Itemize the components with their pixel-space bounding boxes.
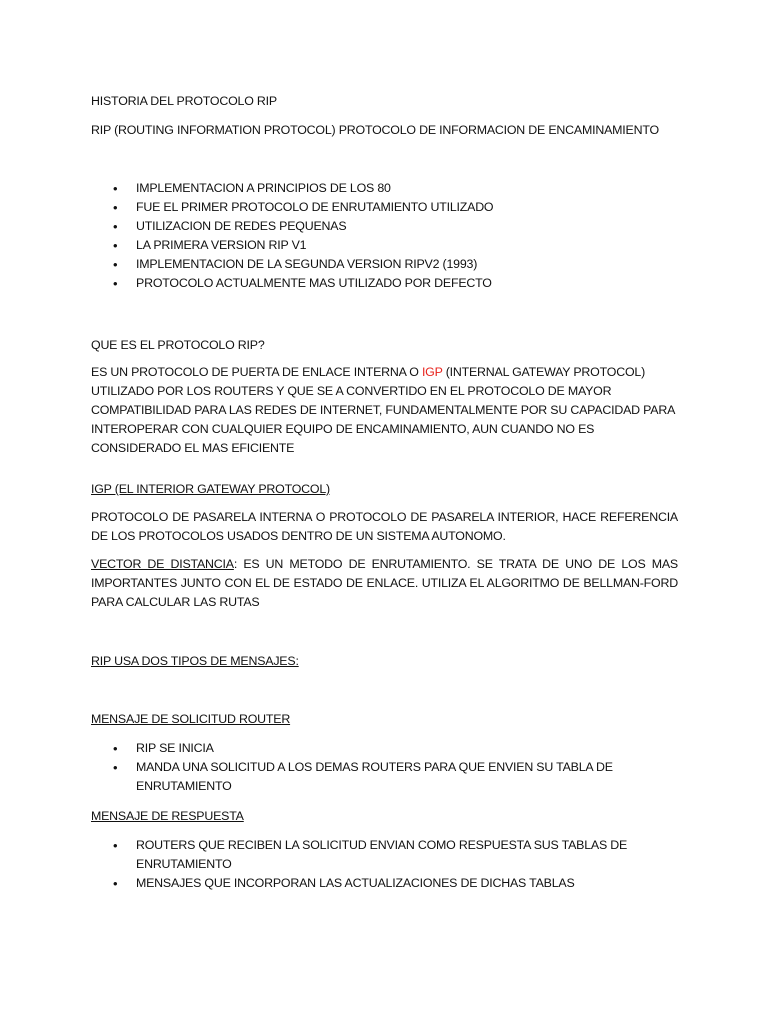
list-item: • UTILIZACION DE REDES PEQUENAS xyxy=(91,217,678,236)
list-item: • IMPLEMENTACION A PRINCIPIOS DE LOS 80 xyxy=(91,179,678,198)
document-title: HISTORIA DEL PROTOCOLO RIP xyxy=(91,94,277,108)
igp-paragraph: PROTOCOLO DE PASARELA INTERNA O PROTOCOLO DE PASARELA INTERIOR, HACE REFERENCIA DE LOS PROTOCOLOS USADOS DENTRO DE UN SISTEMA AUTONOMO. xyxy=(91,510,678,543)
what-is-heading: QUE ES EL PROTOCOLO RIP? xyxy=(91,338,265,352)
igp-highlight: IGP xyxy=(421,365,443,379)
list-item: • RIP SE INICIA xyxy=(91,739,678,758)
vector-colon: : xyxy=(233,557,238,571)
vector-text: ES UN METODO DE ENRUTAMIENTO. SE TRATA DE UNO DE LOS MAS IMPORTANTES JUNTO CON EL DE ESTADO DE ENLACE. UTILIZA EL ALGORITMO DE BELLMAN-FORD PARA CALCULAR LAS RUTAS xyxy=(91,557,678,609)
response-heading: MENSAJE DE RESPUESTA xyxy=(91,809,244,823)
list-item: • MANDA UNA SOLICITUD A LOS DEMAS ROUTERS PARA QUE ENVIEN SU TABLA DE ENRUTAMIENTO xyxy=(91,758,678,796)
what-is-paragraph xyxy=(91,363,678,458)
vector-term: VECTOR DE DISTANCIA xyxy=(91,557,234,571)
list-item: • IMPLEMENTACION DE LA SEGUNDA VERSION RIPV2 (1993) xyxy=(91,255,678,274)
what-is-text-after: (INTERNAL GATEWAY PROTOCOL) UTILIZADO POR LOS ROUTERS Y QUE SE A CONVERTIDO EN EL PROTOCOLO DE MAYOR COMPATIBILIDAD PARA LAS REDES DE INTERNET, FUNDAMENTALMENTE POR SU CAPACIDAD PARA INTEROPERAR CON CUALQUIER EQUIPO DE ENCAMINAMIENTO, AUN CUANDO NO ES CONSIDERADO EL MAS EFICIENTE xyxy=(91,365,675,455)
document-subtitle: RIP (ROUTING INFORMATION PROTOCOL) PROTOCOLO DE INFORMACION DE ENCAMINAMIENTO xyxy=(91,123,659,137)
what-is-text-before: ES UN PROTOCOLO DE PUERTA DE ENLACE INTERNA O xyxy=(91,365,422,379)
vector-paragraph xyxy=(91,555,678,612)
list-item: • LA PRIMERA VERSION RIP V1 xyxy=(91,236,678,255)
request-heading: MENSAJE DE SOLICITUD ROUTER xyxy=(91,712,291,726)
list-item: • MENSAJES QUE INCORPORAN LAS ACTUALIZACIONES DE DICHAS TABLAS xyxy=(91,874,678,893)
response-list xyxy=(91,836,678,893)
request-list xyxy=(91,739,678,796)
igp-heading: IGP (EL INTERIOR GATEWAY PROTOCOL) xyxy=(91,482,330,496)
list-item: • FUE EL PRIMER PROTOCOLO DE ENRUTAMIENTO UTILIZADO xyxy=(91,198,678,217)
list-item: • ROUTERS QUE RECIBEN LA SOLICITUD ENVIAN COMO RESPUESTA SUS TABLAS DE ENRUTAMIENTO xyxy=(91,836,678,874)
history-list xyxy=(91,179,678,293)
messages-heading: RIP USA DOS TIPOS DE MENSAJES: xyxy=(91,654,299,668)
list-item: • PROTOCOLO ACTUALMENTE MAS UTILIZADO POR DEFECTO xyxy=(91,274,678,293)
